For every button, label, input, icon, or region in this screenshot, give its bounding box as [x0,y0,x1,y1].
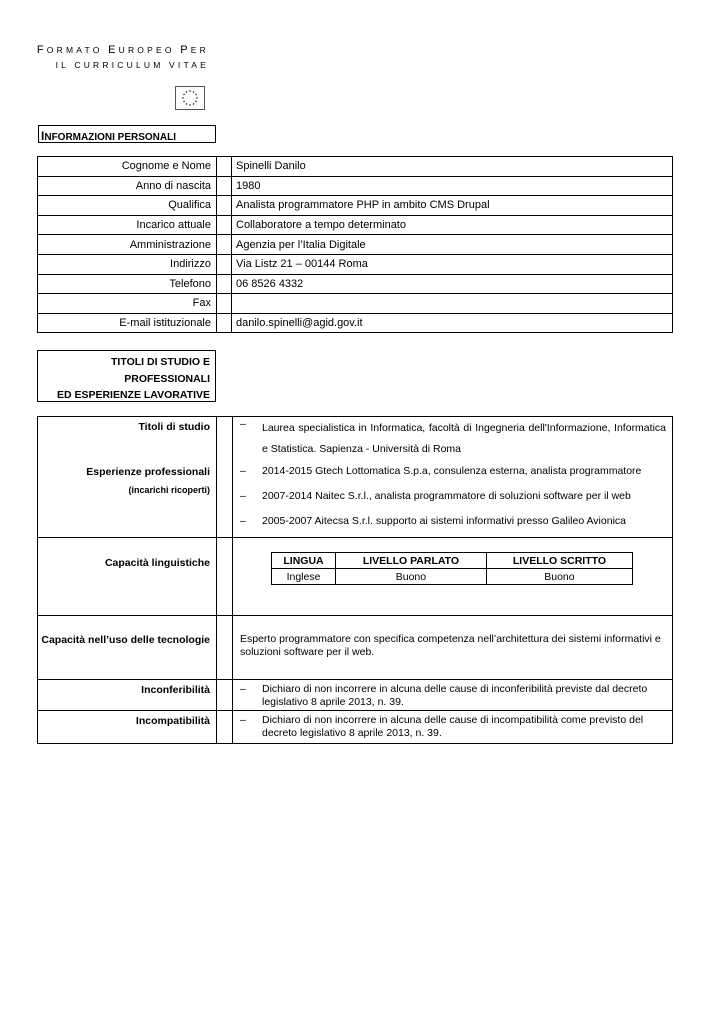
personal-info-row [38,274,673,294]
spacer-cell [217,176,232,196]
field-value [232,294,673,314]
personal-info-row [38,254,673,274]
field-label: Qualifica [38,196,217,216]
personal-info-row [38,313,673,333]
tech-label: Capacità nell’uso delle tecnologie [41,634,210,646]
field-label: Fax [38,294,217,314]
cv-format-title-line2: IL CURRICULUM VITAE [55,60,209,70]
spacer-cell [217,313,232,333]
experience-sublabel: (incarichi ricoperti) [128,485,210,495]
spacer-cell [217,215,232,235]
personal-info-row [38,294,673,314]
cv-format-title-line1 [37,44,209,56]
personal-info-row [38,235,673,255]
field-label: Telefono [38,274,217,294]
field-value: danilo.spinelli@agid.gov.it [232,313,673,333]
studies-experience-heading [37,350,216,402]
experience-item: – 2005-2007 Aitecsa S.r.l. supporto ai sistemi informativi presso Galileo Avionica [240,515,626,527]
field-value: Via Listz 21 – 00144 Roma [232,254,673,274]
eu-flag-icon [175,86,205,110]
experience-item: – 2014-2015 Gtech Lottomatica S.p.a, consulenza esterna, analista programmatore [240,465,642,477]
personal-info-row [38,176,673,196]
incompatibilita-item: – Dichiaro di non incorrere in alcuna delle cause di incompatibilità come previsto del decreto legislativo 8 aprile 2013, n. 39. [240,714,644,739]
dash-bullet: – [240,683,246,695]
cv-format-line1-text: FORMATO EUROPEO PER [36,44,209,56]
experience-label: Esperienze professionali (incarichi ricoperti) [38,465,210,497]
field-value: Analista programmatore PHP in ambito CMS Drupal [232,196,673,216]
spacer-cell [217,157,232,177]
field-value: Collaboratore a tempo determinato [232,215,673,235]
personal-info-heading [38,125,216,143]
field-label: E-mail istituzionale [38,313,217,333]
heading-line: ED ESPERIENZE LAVORATIVE [56,389,210,401]
studies-text: Laurea specialistica in Informatica, facoltà di Ingegneria dell'Informazione, Informatica e Statistica. Sapienza - Università di Roma [262,422,666,455]
inconferibilita-item: – Dichiaro di non incorrere in alcuna delle cause di inconferibilità previste dal decreto legislativo 8 aprile 2013, n. 39. [240,683,648,708]
personal-info-table [37,156,673,333]
languages-label: Capacità linguistiche [104,557,210,569]
spacer-cell [217,294,232,314]
heading-line: TITOLI DI STUDIO E [111,356,210,368]
field-value: 1980 [232,176,673,196]
personal-info-title-text: INFORMAZIONI PERSONALI [41,129,177,143]
languages-table [271,552,633,585]
language-cell: Buono [486,569,632,585]
spacer-cell [217,235,232,255]
language-column-header: LIVELLO SCRITTO [486,553,632,569]
incompatibilita-label: Incompatibilità [135,715,210,727]
field-label: Amministrazione [38,235,217,255]
field-label: Cognome e Nome [38,157,217,177]
personal-info-row [38,157,673,177]
dash-bullet: – [240,515,246,527]
language-cell: Inglese [272,569,336,585]
field-value: Spinelli Danilo [232,157,673,177]
spacer-cell [217,196,232,216]
spacer-cell [217,254,232,274]
field-label: Anno di nascita [38,176,217,196]
personal-info-row [38,196,673,216]
studies-item [240,418,666,460]
field-label: Incarico attuale [38,215,217,235]
dash-bullet: – [240,490,246,502]
studies-label: Titoli di studio [138,421,210,433]
dash-bullet: – [240,465,246,477]
tech-text: Esperto programmatore con specifica competenza nell’architettura dei sistemi informativi e soluzioni software per il web. [240,633,661,658]
language-cell: Buono [336,569,487,585]
language-row [272,569,633,585]
inconferibilita-label: Inconferibilità [141,684,210,696]
dash-bullet: – [240,418,246,430]
language-column-header: LIVELLO PARLATO [336,553,487,569]
field-value: Agenzia per l’Italia Digitale [232,235,673,255]
personal-info-row [38,215,673,235]
experience-item: – 2007-2014 Naitec S.r.l., analista programmatore di soluzioni software per il web [240,490,631,502]
dash-bullet: – [240,714,246,726]
heading-line: PROFESSIONALI [124,372,210,385]
experience-table [37,416,673,744]
field-value: 06 8526 4332 [232,274,673,294]
field-label: Indirizzo [38,254,217,274]
language-column-header: LINGUA [272,553,336,569]
spacer-cell [217,274,232,294]
